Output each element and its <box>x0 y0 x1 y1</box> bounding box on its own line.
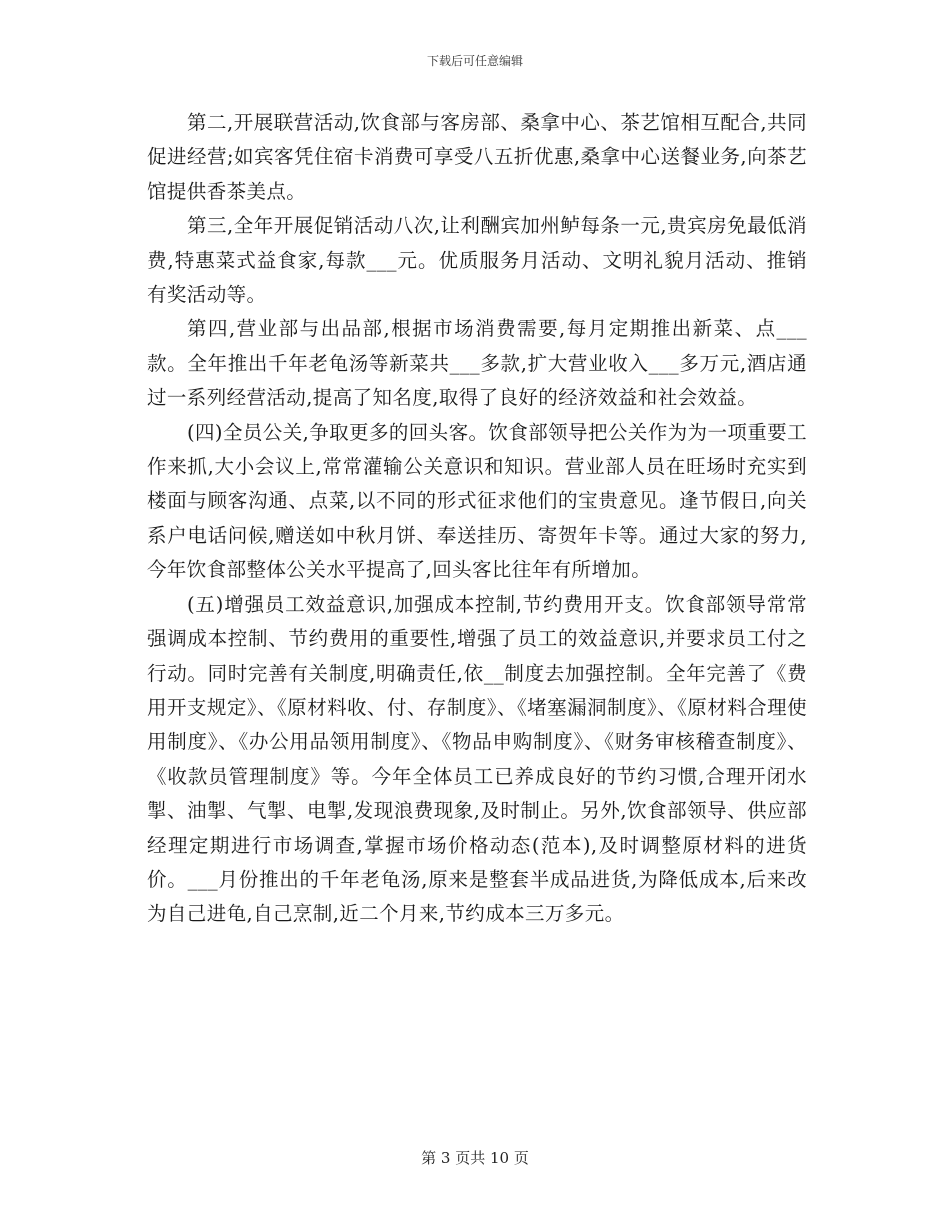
paragraph-joint-operations: 第二,开展联营活动,饮食部与客房部、桑拿中心、茶艺馆相互配合,共同促进经营;如宾客凭住宿卡消费可享受八五折优惠,桑拿中心送餐业务,向茶艺馆提供香茶美点。 <box>147 111 807 203</box>
paragraph-cost-control: (五)增强员工效益意识,加强成本控制,节约费用开支。饮食部领导常常强调成本控制、节约费用的重要性,增强了员工的效益意识,并要求员工付之行动。同时完善有关制度,明确责任,依__制度去加强控制。全年完善了《费用开支规定》、《原材料收、付、存制度》、《堵塞漏洞制度》、《原材料合理使用制度》、《办公用品领用制度》、《物品申购制度》、《财务审核稽查制度》、《收款员管理制度》等。今年全体员工已养成良好的节约习惯,合理开闭水掣、油掣、气掣、电掣,发现浪费现象,及时制止。另外,饮食部领导、供应部经理定期进行市场调查,掌握市场价格动态(范本),及时调整原材料的进货价。___月份推出的千年老龟汤,原来是整套半成品进货,为降低成本,后来改为自己进龟,自己烹制,近二个月来,节约成本三万多元。 <box>147 592 807 926</box>
paragraph-promotions: 第三,全年开展促销活动八次,让利酬宾加州鲈每条一元,贵宾房免最低消费,特惠菜式益食家,每款___元。优质服务月活动、文明礼貌月活动、推销有奖活动等。 <box>147 214 807 307</box>
page-header: 下载后可任意编辑 <box>426 54 523 68</box>
paragraph-public-relations: (四)全员公关,争取更多的回头客。饮食部领导把公关作为为一项重要工作来抓,大小会议上,常常灌输公关意识和知识。营业部人员在旺场时充实到楼面与顾客沟通、点菜,以不同的形式征求他们的宝贵意见。逢节假日,向关系户电话问候,赠送如中秋月饼、奉送挂历、寄贺年卡等。通过大家的努力,今年饮食部整体公关水平提高了,回头客比往年有所增加。 <box>147 420 807 582</box>
document-body <box>147 106 807 932</box>
paragraph-new-dishes: 第四,营业部与出品部,根据市场消费需要,每月定期推出新菜、点___款。全年推出千年老龟汤等新菜共___多款,扩大营业收入___多万元,酒店通过一系列经营活动,提高了知名度,取得了良好的经济效益和社会效益。 <box>147 317 807 410</box>
page-number-footer: 第 3 页共 10 页 <box>421 1149 529 1167</box>
